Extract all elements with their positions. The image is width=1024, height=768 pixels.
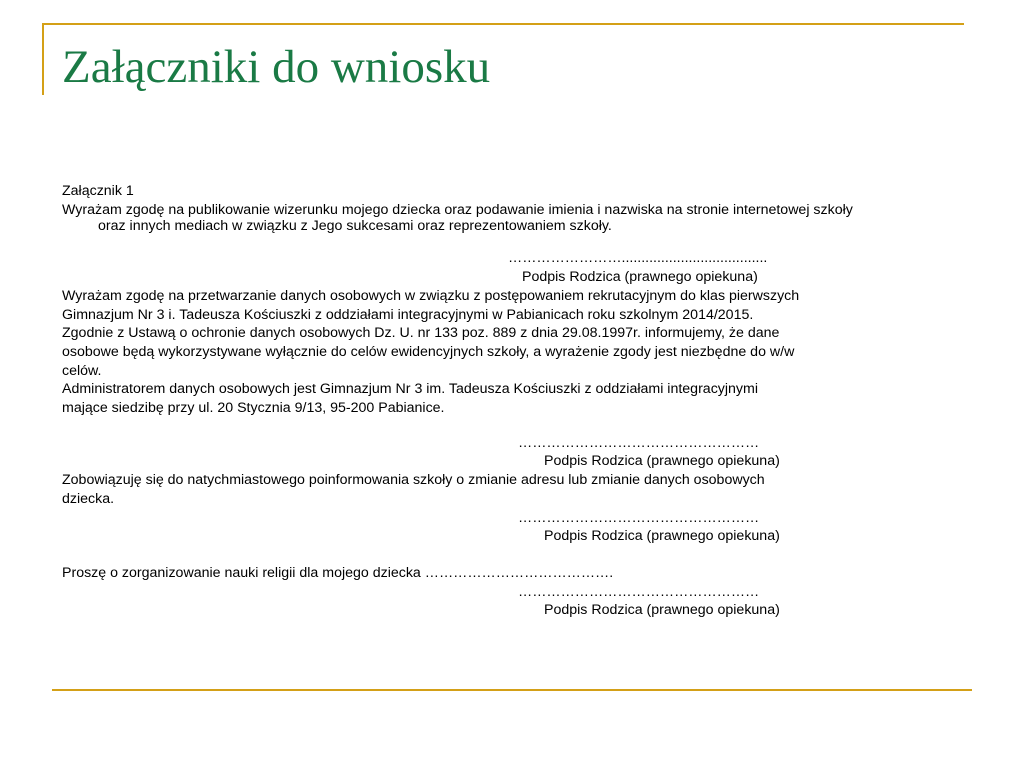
data-consent-line-5: celów. <box>62 362 102 379</box>
data-consent-line-1: Wyrażam zgodę na przetwarzanie danych osobowych w związku z postępowaniem rekrutacyjnym do klas pierwszych <box>62 287 800 304</box>
slide-title: Załączniki do wniosku <box>62 41 491 93</box>
data-consent-line-4: osobowe będą wykorzystywane wyłącznie do celów ewidencyjnych szkoły, a wyrażenie zgody jest niezbędne do w/w <box>62 343 795 360</box>
spacer <box>62 546 962 564</box>
image-consent-line-1: Wyrażam zgodę na publikowanie wizerunku mojego dziecka oraz podawanie imienia i nazwiska na stronie internetowej szkoły <box>62 201 853 218</box>
signature-label-1: Podpis Rodzica (prawnego opiekuna) <box>522 269 758 286</box>
slide-body <box>62 182 962 620</box>
data-consent-line-7: mające siedzibę przy ul. 20 Stycznia 9/13, 95-200 Pabianice. <box>62 400 445 417</box>
bottom-rule <box>52 689 972 691</box>
image-consent-paragraph <box>62 201 962 234</box>
left-rule <box>42 23 44 95</box>
religion-request: Proszę o zorganizowanie nauki religii dla mojego dziecka …………………………………. <box>62 564 614 581</box>
spacer <box>62 418 962 434</box>
data-consent-line-2: Gimnazjum Nr 3 i. Tadeusza Kościuszki z oddziałami integracyjnymi w Pabianicach roku szkolnym 2014/2015. <box>62 306 754 323</box>
notify-line-1: Zobowiązuję się do natychmiastowego poinformowania szkoły o zmianie adresu lub zmianie danych osobowych <box>62 472 765 489</box>
notify-line-2: dziecka. <box>62 490 115 507</box>
attachment-label: Załącznik 1 <box>62 183 134 199</box>
data-consent-line-6: Administratorem danych osobowych jest Gimnazjum Nr 3 im. Tadeusza Kościuszki z oddziałami integracyjnymi <box>62 381 758 398</box>
spacer <box>62 233 962 249</box>
signature-label-3: Podpis Rodzica (prawnego opiekuna) <box>544 528 780 545</box>
image-consent-line-2: oraz innych mediach w związku z Jego sukcesami oraz reprezentowaniem szkoły. <box>98 218 612 235</box>
signature-line-1: ……………………..................................... <box>508 250 768 267</box>
signature-line-3: …………………………………………… <box>518 509 760 526</box>
signature-label-2: Podpis Rodzica (prawnego opiekuna) <box>544 453 780 470</box>
top-rule <box>42 23 964 25</box>
signature-line-4: …………………………………………… <box>518 583 760 600</box>
data-consent-line-3: Zgodnie z Ustawą o ochronie danych osobowych Dz. U. nr 133 poz. 889 z dnia 29.08.1997r. informujemy, że dane <box>62 325 780 342</box>
signature-line-2: …………………………………………… <box>518 434 760 451</box>
signature-label-4: Podpis Rodzica (prawnego opiekuna) <box>544 602 780 619</box>
